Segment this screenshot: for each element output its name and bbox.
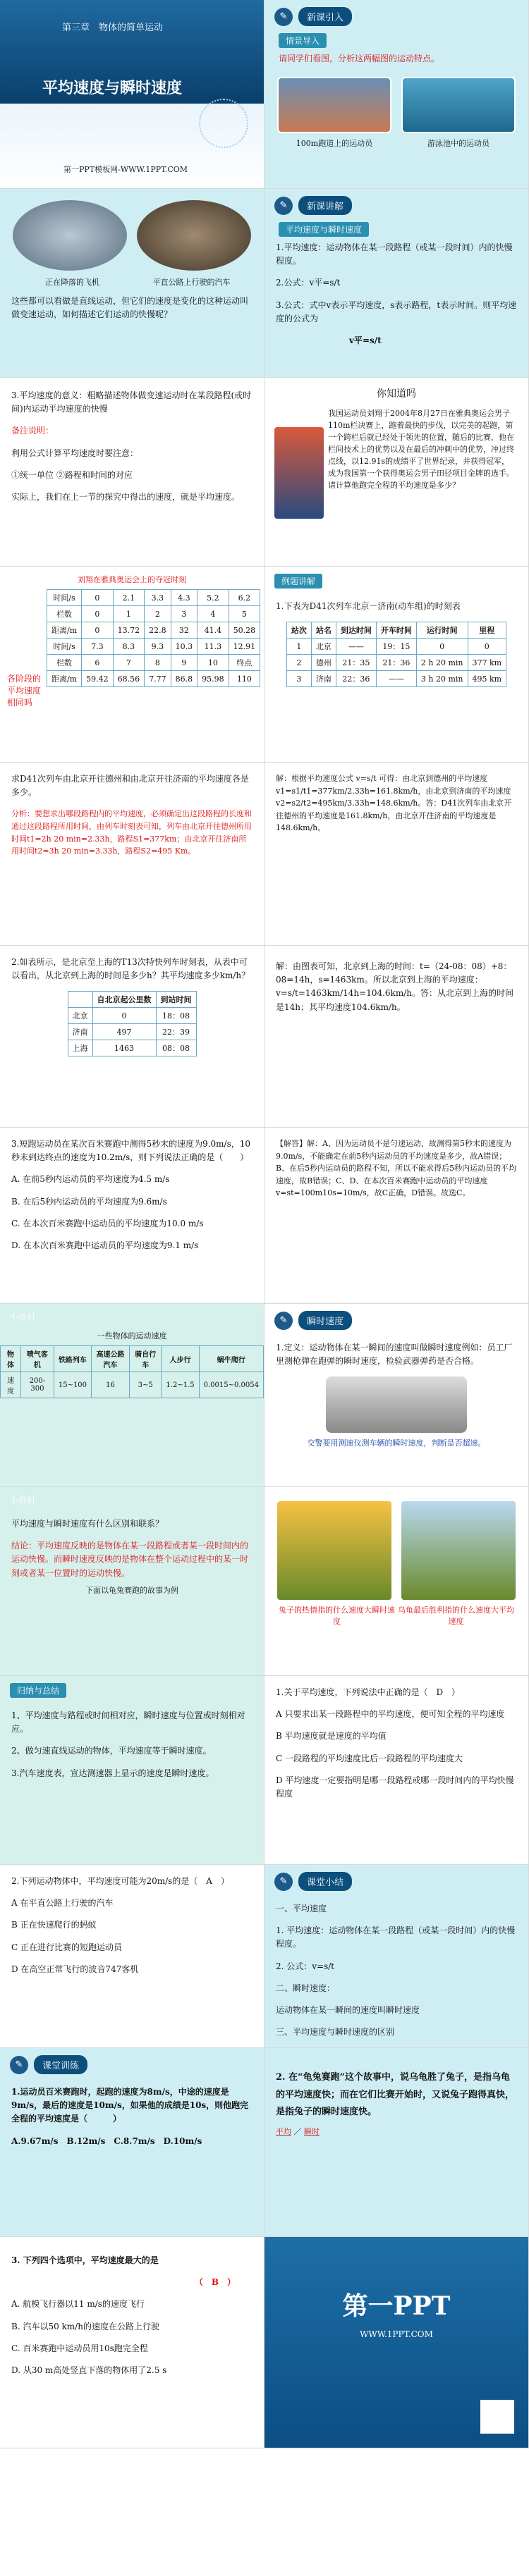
practice-q: 1.运动员百米赛跑时，起跑的速度为8m/s，中途的速度是9m/s，最后的速度是10m/s，如果他的成绩是10s，则他跑完全程的平均速度是（ ） bbox=[11, 2087, 249, 2124]
table-cell: 0 bbox=[416, 639, 468, 655]
cars-photo bbox=[137, 200, 251, 271]
explain-item-3: 3.公式：式中v表示平均速度，s表示路程，t表示时间。则平均速度的公式为 bbox=[276, 300, 517, 323]
speeds-table bbox=[0, 1345, 264, 1398]
table-row bbox=[47, 639, 260, 655]
book-icon: ✎ bbox=[274, 8, 293, 26]
summary-l2: 1. 平均速度：运动物体在某一段路程（或某一段时间）内的快慢程度。 bbox=[276, 1925, 516, 1949]
photo-2 bbox=[401, 77, 516, 149]
table-cell: 北京 bbox=[68, 1008, 92, 1024]
last-c: C. 百米赛跑中运动员用10s跑完全程 bbox=[11, 2343, 148, 2353]
table-cell: 32 bbox=[171, 622, 197, 639]
relation-tag: 小资料 bbox=[10, 1496, 36, 1505]
book-icon: ✎ bbox=[10, 2056, 28, 2074]
train-title: 1.下表为D41次列车北京－济南(动车组)的时刻表 bbox=[276, 601, 461, 611]
planes-text: 这些都可以看做是直线运动，但它们的速度是变化的这种运动叫做变速运动，如何描述它们运动的快慢呢？ bbox=[11, 296, 249, 320]
table-cell: 08：08 bbox=[156, 1040, 196, 1056]
rabbit-image bbox=[277, 1501, 391, 1600]
table-cell: 22：36 bbox=[336, 671, 376, 687]
review-p1: 1、平均速度与路程或时间相对应，瞬时速度与位置或时刻相对应。 bbox=[11, 1711, 245, 1734]
table-cell: 终点 bbox=[229, 655, 260, 671]
section-title: 瞬时速度 bbox=[298, 1311, 352, 1330]
table-header-cell: 站次 bbox=[286, 622, 311, 639]
q2-text: 2.如表所示，是北京至上海的T13次特快列车时刻表，从表中可以看出，从北京到上海的时间是多少h？其平均速度多少km/h？ bbox=[11, 957, 250, 981]
table-row bbox=[47, 671, 260, 687]
table-cell: 3 bbox=[286, 671, 311, 687]
table-cell: 7.3 bbox=[82, 639, 114, 655]
table-cell: 18：08 bbox=[156, 1008, 196, 1024]
q1-analysis: 分析：要想求出哪段路程内的平均速度，必须确定出这段路程的长度和通过这段路程所用时间，由列车时刻表可知，列车由北京开往德州所用时间t1=2h 20 min=2.33h，路程S1=377km；由北京开往济南所用时间t2=3h 20 min=3.33h，路程S2=495 Km。 bbox=[11, 809, 252, 856]
last-q-ans: （ B ） bbox=[194, 2277, 236, 2288]
table-cell: 速度 bbox=[1, 1372, 21, 1398]
mc2-slide[interactable] bbox=[0, 1865, 264, 2048]
q3-d: D. 在本次百米赛跑中运动员的平均速度为9.1 m/s bbox=[11, 1240, 199, 1250]
mc2-b: B 正在快速爬行的蚂蚁 bbox=[11, 1920, 97, 1930]
review-tag: 归纳与总结 bbox=[10, 1683, 66, 1698]
review-head bbox=[0, 1676, 264, 1705]
story-q-slide[interactable] bbox=[264, 2048, 529, 2237]
liuxiang-caption: 刘翔在雅典奥运会上的夺冠时刻 bbox=[78, 575, 186, 584]
answer-blanks: 平均 ／ 瞬时 bbox=[276, 2127, 320, 2137]
table-cell: 济南 bbox=[311, 671, 336, 687]
train-slide[interactable] bbox=[264, 567, 529, 763]
summary-l1: 一、平均速度 bbox=[276, 1904, 327, 1913]
intro-slide[interactable] bbox=[264, 0, 529, 189]
review-p3: 3.汽车速度表，宣达测速器上显示的速度是瞬时速度。 bbox=[11, 1768, 214, 1778]
table-cell: 377 km bbox=[468, 655, 506, 671]
last-a: A. 航模飞行器以11 m/s的速度飞行 bbox=[11, 2299, 145, 2310]
chapter-label: 第三章 物体的简单运动 bbox=[62, 23, 164, 33]
table-header-cell bbox=[68, 992, 92, 1008]
explain-header bbox=[264, 189, 528, 222]
table-cell: 200-300 bbox=[20, 1372, 54, 1398]
last-b: B. 汽车以50 km/h的速度在公路上行驶 bbox=[11, 2321, 159, 2331]
table-cell: 3.3 bbox=[145, 590, 171, 606]
table-cell: 0 bbox=[92, 1008, 156, 1024]
practice-header bbox=[0, 2048, 264, 2081]
site-label: 第一PPT模板网-WWW.1PPT.COM bbox=[63, 165, 188, 174]
photo-1 bbox=[277, 77, 391, 149]
train-head bbox=[264, 567, 528, 596]
table-header-cell: 喷气客机 bbox=[20, 1346, 54, 1372]
explain-item-2: 2.公式：v平=s/t bbox=[276, 278, 341, 288]
summary-header bbox=[264, 1865, 528, 1898]
table-cell: 41.4 bbox=[197, 622, 229, 639]
q3-slide[interactable] bbox=[0, 1128, 264, 1304]
q2-table bbox=[68, 991, 197, 1056]
explain-sub bbox=[264, 222, 528, 237]
table-cell: 95.98 bbox=[197, 671, 229, 687]
table-header-cell: 运行时间 bbox=[416, 622, 468, 639]
table-cell: 0 bbox=[468, 639, 506, 655]
table-row bbox=[68, 1040, 196, 1056]
table-cell: 2 bbox=[286, 655, 311, 671]
photo-2-caption: 游泳池中的运动员 bbox=[427, 139, 490, 149]
relation-a: 结论：平均速度反映的是物体在某一段路程或者某一段时间内的运动快慢。而瞬时速度反映的是物体在整个运动过程中的某一时刻或者某一位置时的运动快慢。 bbox=[11, 1541, 249, 1578]
tortoise-captions bbox=[264, 1604, 528, 1627]
table-header-row bbox=[286, 622, 506, 639]
table-row bbox=[286, 671, 506, 687]
story-slide[interactable] bbox=[264, 378, 529, 567]
table-row bbox=[286, 655, 506, 671]
table-header-cell: 铁路列车 bbox=[54, 1346, 91, 1372]
table-cell: 2 h 20 min bbox=[416, 655, 468, 671]
planes-captions bbox=[0, 273, 264, 290]
brand-url: WWW.1PPT.COM bbox=[360, 2329, 433, 2339]
table-header-cell: 蜗牛爬行 bbox=[199, 1346, 263, 1372]
table-header-cell: 到达时间 bbox=[336, 622, 376, 639]
table-cell: 栏数 bbox=[47, 655, 82, 671]
intro-sub bbox=[264, 33, 528, 48]
speeds-title: 一些物体的运动速度 bbox=[97, 1331, 167, 1341]
table-header-cell: 到站时间 bbox=[156, 992, 196, 1008]
table-cell: 0.0015~0.0054 bbox=[199, 1372, 263, 1398]
table-cell: 5.2 bbox=[197, 590, 229, 606]
table-cell: 距离/m bbox=[47, 671, 82, 687]
relation-q: 平均速度与瞬时速度有什么区别和联系？ bbox=[11, 1519, 164, 1529]
table-cell: 10 bbox=[197, 655, 229, 671]
review-p2: 2、做匀速直线运动的物体，平均速度等于瞬时速度。 bbox=[11, 1746, 212, 1756]
instant-caption: 交警要用测速仪测车辆的瞬时速度，判断是否超速。 bbox=[307, 1438, 486, 1448]
mc2-c: C 正在进行比赛的短跑运动员 bbox=[11, 1942, 122, 1952]
intro-photos bbox=[264, 70, 528, 156]
table-header-cell: 站名 bbox=[311, 622, 336, 639]
table-cell: 22.8 bbox=[145, 622, 171, 639]
practice-slide[interactable] bbox=[0, 2048, 264, 2237]
mc1-c: C 一段路程的平均速度比后一段路程的平均速度大 bbox=[276, 1753, 463, 1763]
table-row bbox=[47, 655, 260, 671]
relation-story: 下面以龟兔赛跑的故事为例 bbox=[85, 1585, 178, 1595]
table-cell: 12.91 bbox=[229, 639, 260, 655]
table-cell: 德州 bbox=[311, 655, 336, 671]
mc2-a: A 在平直公路上行驶的汽车 bbox=[11, 1898, 114, 1909]
table-row bbox=[47, 590, 260, 606]
meaning-note: 备注说明： bbox=[11, 426, 54, 436]
instant-text: 1.定义：运动物体在某一瞬间的速度叫做瞬时速度例如：员工厂里测枪弹在跑弹的瞬时速度，检验武器弹药是否合格。 bbox=[276, 1343, 513, 1367]
meaning-n1: 利用公式计算平均速度时要注意： bbox=[11, 448, 139, 458]
summary-l4: 二、瞬时速度： bbox=[276, 1983, 336, 1993]
q3-a: A. 在前5秒内运动员的平均速度为4.5 m/s bbox=[11, 1174, 170, 1185]
q1-slide[interactable] bbox=[0, 763, 264, 946]
table-row bbox=[68, 1008, 196, 1024]
table-cell: 497 bbox=[92, 1024, 156, 1040]
table-row bbox=[286, 639, 506, 655]
blank-1: 平均 bbox=[276, 2127, 291, 2137]
table-cell: 1 bbox=[113, 606, 145, 622]
table-header-cell: 开车时间 bbox=[376, 622, 416, 639]
formula: v平=s/t bbox=[349, 335, 382, 345]
relation-slide[interactable] bbox=[0, 1487, 264, 1676]
table-cell: 上海 bbox=[68, 1040, 92, 1056]
table-header-cell: 骑自行车 bbox=[130, 1346, 162, 1372]
table-cell: 2 bbox=[145, 606, 171, 622]
brand-slide[interactable] bbox=[264, 2237, 529, 2448]
story-body: 我国运动员刘翔于2004年8月27日在雅典奥运会男子110m栏决赛上，跑着最快的步伐，以完美的起跑，第一个跨栏后就已经处于领先的位置，随后的比赛，他在栏间技术上的优势以及在最后的冲刺中的优势，冲过终点线，以12.91s的成绩平了世界纪录，并获得冠军，成为我国第一个获得奥运会男子田径项目金牌的选手。请计算他跑完全程的平均速度是多少？ bbox=[328, 409, 514, 491]
last-q-slide[interactable] bbox=[0, 2237, 264, 2448]
table-cell: 15~100 bbox=[54, 1372, 91, 1398]
table-cell: 济南 bbox=[68, 1024, 92, 1040]
plane-photo bbox=[13, 200, 127, 271]
table-cell: 栏数 bbox=[47, 606, 82, 622]
table-row bbox=[1, 1372, 264, 1398]
meaning-n3: 实际上，我们在上一节的探究中得出的速度，就是平均速度。 bbox=[11, 491, 241, 502]
planes-photos bbox=[0, 189, 264, 273]
pool-photo bbox=[401, 77, 516, 133]
mc2-d: D 在高空正常飞行的波音747客机 bbox=[11, 1964, 139, 1974]
table-cell: 9.3 bbox=[145, 639, 171, 655]
table-cell: 16 bbox=[92, 1372, 130, 1398]
section-title: 课堂小结 bbox=[298, 1872, 352, 1891]
table-header-cell: 物体 bbox=[1, 1346, 21, 1372]
mc1-a: A 只要求出某一段路程中的平均速度，便可知全程的平均速度 bbox=[276, 1709, 505, 1720]
table-header-cell: 里程 bbox=[468, 622, 506, 639]
table-cell: 8 bbox=[145, 655, 171, 671]
table-cell: 110 bbox=[229, 671, 260, 687]
mc1-d: D 平均速度一定要指明是哪一段路程或哪一段时间内的平均快慢程度 bbox=[276, 1775, 514, 1799]
table-cell: 2.1 bbox=[113, 590, 145, 606]
dandelion-icon bbox=[199, 99, 248, 148]
table-header-cell: 自北京起公里数 bbox=[92, 992, 156, 1008]
page-title: 平均速度与瞬时速度 bbox=[42, 79, 183, 97]
brand-qr-icon bbox=[480, 2400, 514, 2434]
table-cell: 22：39 bbox=[156, 1024, 196, 1040]
q3-solution: 【解答】解：A、因为运动员不是匀速运动，故测得第5秒末的速度为9.0m/s，不能确定在前5秒内运动员的平均速度是多少，故A错误；B、在后5秒内运动员的路程不知，所以不能求得后5秒内运动员的平均速度，故B错误；C、D、在本次百米赛跑中运动员的平均速度v=st=100m10s=10m/s，故C正确，D错误。故选C。 bbox=[276, 1139, 517, 1198]
table-row bbox=[68, 1024, 196, 1040]
table-cell: —— bbox=[376, 671, 416, 687]
table-cell: 86.8 bbox=[171, 671, 197, 687]
blank-2: 瞬时 bbox=[304, 2127, 320, 2137]
section-title: 新课引入 bbox=[298, 7, 352, 26]
table-cell: 4 bbox=[197, 606, 229, 622]
track-photo bbox=[277, 77, 391, 133]
last-q-text: 3. 下列四个选项中，平均速度最大的是 bbox=[11, 2255, 159, 2265]
cover-slide[interactable] bbox=[0, 0, 264, 189]
table-cell: 1.2~1.5 bbox=[162, 1372, 199, 1398]
summary-l3: 2. 公式：v=s/t bbox=[276, 1961, 335, 1971]
table-cell: 4.3 bbox=[171, 590, 197, 606]
table-header-row bbox=[1, 1346, 264, 1372]
summary-slide[interactable] bbox=[264, 1865, 529, 2048]
table-cell: 时间/s bbox=[47, 590, 82, 606]
photo-1-caption: 100m跑道上的运动员 bbox=[296, 139, 373, 149]
story-heading: 你知道吗 bbox=[377, 388, 416, 400]
table-cell: 时间/s bbox=[47, 639, 82, 655]
liuxiang-table bbox=[47, 589, 260, 687]
turtle-caption: 乌龟最后胜利指的什么速度大平均速度 bbox=[398, 1606, 514, 1626]
table-cell: 距离/m bbox=[47, 622, 82, 639]
table-header-row bbox=[68, 992, 196, 1008]
table-cell: 59.42 bbox=[82, 671, 114, 687]
practice-opts: A.9.67m/s B.12m/s C.8.7m/s D.10m/s bbox=[11, 2136, 202, 2146]
runner-photo bbox=[274, 427, 324, 519]
summary-l6: 三、平均速度与瞬时速度的区别 bbox=[276, 2027, 395, 2038]
book-icon: ✎ bbox=[274, 1312, 293, 1330]
table-cell: 21：36 bbox=[376, 655, 416, 671]
intro-header bbox=[264, 0, 528, 33]
table-cell: 7.77 bbox=[145, 671, 171, 687]
table-cell: 3 h 20 min bbox=[416, 671, 468, 687]
table-cell: 21：35 bbox=[336, 655, 376, 671]
rabbit-caption: 兔子的热情指的什么速度大瞬时速度 bbox=[279, 1606, 395, 1626]
mc2-q: 2.下列运动物体中，平均速度可能为20m/s的是（ A ） bbox=[11, 1876, 229, 1886]
table-cell: 11.3 bbox=[197, 639, 229, 655]
radar-gun-photo bbox=[326, 1376, 467, 1433]
book-icon: ✎ bbox=[274, 1873, 293, 1891]
q1-solution: 解：根据平均速度公式 v=s/t 可得：由北京到德州的平均速度 v1=s1/t1=377km/2.33h=161.8km/h，由北京到济南的平均速度 v2=s2/t2=495km/3.33h=148.6km/h。答：D41次列车由北京开往德州的平均速度是161.8km/h，由北京开往济南的平均速度是148.6km/h。 bbox=[276, 774, 512, 833]
tortoise-images bbox=[264, 1487, 528, 1604]
story-q-text: 2. 在“龟兔赛跑”这个故事中，说乌龟胜了兔子，是指乌龟的平均速度快；而在它们比赛开始时，又说兔子跑得真快，是指兔子的瞬时速度快。 bbox=[276, 2072, 515, 2118]
mc1-b: B 平均速度就是速度的平均值 bbox=[276, 1731, 387, 1742]
table-cell: 0 bbox=[82, 606, 114, 622]
q3-solution-slide[interactable] bbox=[264, 1128, 529, 1304]
table-cell: 6 bbox=[82, 655, 114, 671]
speeds-slide[interactable] bbox=[0, 1304, 264, 1487]
subtitle-pill: 平均速度与瞬时速度 bbox=[279, 222, 369, 237]
meaning-slide[interactable] bbox=[0, 378, 264, 567]
explain-slide[interactable] bbox=[264, 189, 529, 378]
q1-text: 求D41次列车由北京开往德州和由北京开往济南的平均速度各是多少。 bbox=[11, 774, 249, 798]
meaning-text: 3.平均速度的意义：粗略描述物体做变速运动时在某段路程(或时间)内运动平均速度的快慢 bbox=[11, 390, 252, 414]
table-cell: 19：15 bbox=[376, 639, 416, 655]
table-row bbox=[47, 606, 260, 622]
review-slide[interactable] bbox=[0, 1676, 264, 1865]
q1-solution-slide[interactable] bbox=[264, 763, 529, 946]
table-cell: 7 bbox=[113, 655, 145, 671]
table-cell: 1 bbox=[286, 639, 311, 655]
brand-logo: 第一PPT bbox=[342, 2291, 451, 2321]
table-cell: 9 bbox=[171, 655, 197, 671]
tortoise-slide[interactable] bbox=[264, 1487, 529, 1676]
table-cell: 10.3 bbox=[171, 639, 197, 655]
q3-c: C. 在本次百米赛跑中运动员的平均速度为10.0 m/s bbox=[11, 1218, 204, 1228]
table-cell: 0 bbox=[82, 622, 114, 639]
table-cell: 北京 bbox=[311, 639, 336, 655]
last-q bbox=[0, 2237, 264, 2272]
table-cell: 50.28 bbox=[229, 622, 260, 639]
q2-solution-slide[interactable] bbox=[264, 946, 529, 1128]
table-header-cell: 人步行 bbox=[162, 1346, 199, 1372]
table-cell: 3~5 bbox=[130, 1372, 162, 1398]
table-cell: 3 bbox=[171, 606, 197, 622]
book-icon: ✎ bbox=[274, 197, 293, 215]
liuxiang-slide[interactable] bbox=[0, 567, 264, 763]
table-cell: 5 bbox=[229, 606, 260, 622]
table-cell: 495 km bbox=[468, 671, 506, 687]
table-cell: 0 bbox=[82, 590, 114, 606]
planes-slide[interactable] bbox=[0, 189, 264, 378]
side-label: 各阶段的平均速度相同吗 bbox=[7, 674, 42, 708]
explain-item-1: 1.平均速度：运动物体在某一段路程（或某一段时间）内的快慢程度。 bbox=[276, 242, 513, 266]
instant-header bbox=[264, 1304, 528, 1337]
table-header-cell: 高速公路汽车 bbox=[92, 1346, 130, 1372]
turtle-image bbox=[401, 1501, 516, 1600]
intro-prompt: 请同学们看图，分析这两幅图的运动特点。 bbox=[279, 54, 440, 63]
subtitle-pill: 情景导入 bbox=[279, 33, 327, 48]
plane-caption: 正在降落的飞机 bbox=[45, 278, 99, 287]
table-cell: 13.72 bbox=[113, 622, 145, 639]
table-cell: 8.3 bbox=[113, 639, 145, 655]
cars-caption: 平直公路上行驶的汽车 bbox=[152, 278, 231, 287]
table-cell: 1463 bbox=[92, 1040, 156, 1056]
q3-b: B. 在后5秒内运动员的平均速度为9.6m/s bbox=[11, 1196, 167, 1207]
mc1-q: 1.关于平均速度，下列说法中正确的是（ D ） bbox=[276, 1687, 461, 1697]
summary-l5: 运动物体在某一瞬间的速度叫瞬时速度 bbox=[276, 2004, 420, 2015]
table-row bbox=[47, 622, 260, 639]
section-pill: 例题讲解 bbox=[274, 574, 322, 588]
table-cell: 68.56 bbox=[113, 671, 145, 687]
train-table bbox=[286, 622, 506, 687]
meaning-n2: ①统一单位 ②路程和时间的对应 bbox=[11, 469, 133, 480]
table-cell: 6.2 bbox=[229, 590, 260, 606]
q2-solution: 解：由图表可知，北京到上海的时间：t=（24-08：08）+8：08=14h，s=1463km。所以北京到上海的平均速度：v=s/t=1463km/14h=104.6km/h。答：从北京到上海的时间是14h；其平均速度104.6km/h。 bbox=[276, 961, 513, 1012]
section-title: 课堂训练 bbox=[34, 2055, 87, 2074]
q2-slide[interactable] bbox=[0, 946, 264, 1128]
q3-text: 3.短跑运动员在某次百米赛跑中测得5秒末的速度为9.0m/s，10秒末到达终点的速度为10.2m/s，则下列说法正确的是（ ） bbox=[11, 1139, 251, 1163]
last-d: D. 从30 m高处竖直下落的物体用了2.5 s bbox=[11, 2365, 167, 2375]
instant-slide[interactable] bbox=[264, 1304, 529, 1487]
table-cell: —— bbox=[336, 639, 376, 655]
speeds-tag: 小资料 bbox=[10, 1312, 36, 1322]
section-title: 新课讲解 bbox=[298, 196, 352, 215]
mc1-slide[interactable] bbox=[264, 1676, 529, 1865]
